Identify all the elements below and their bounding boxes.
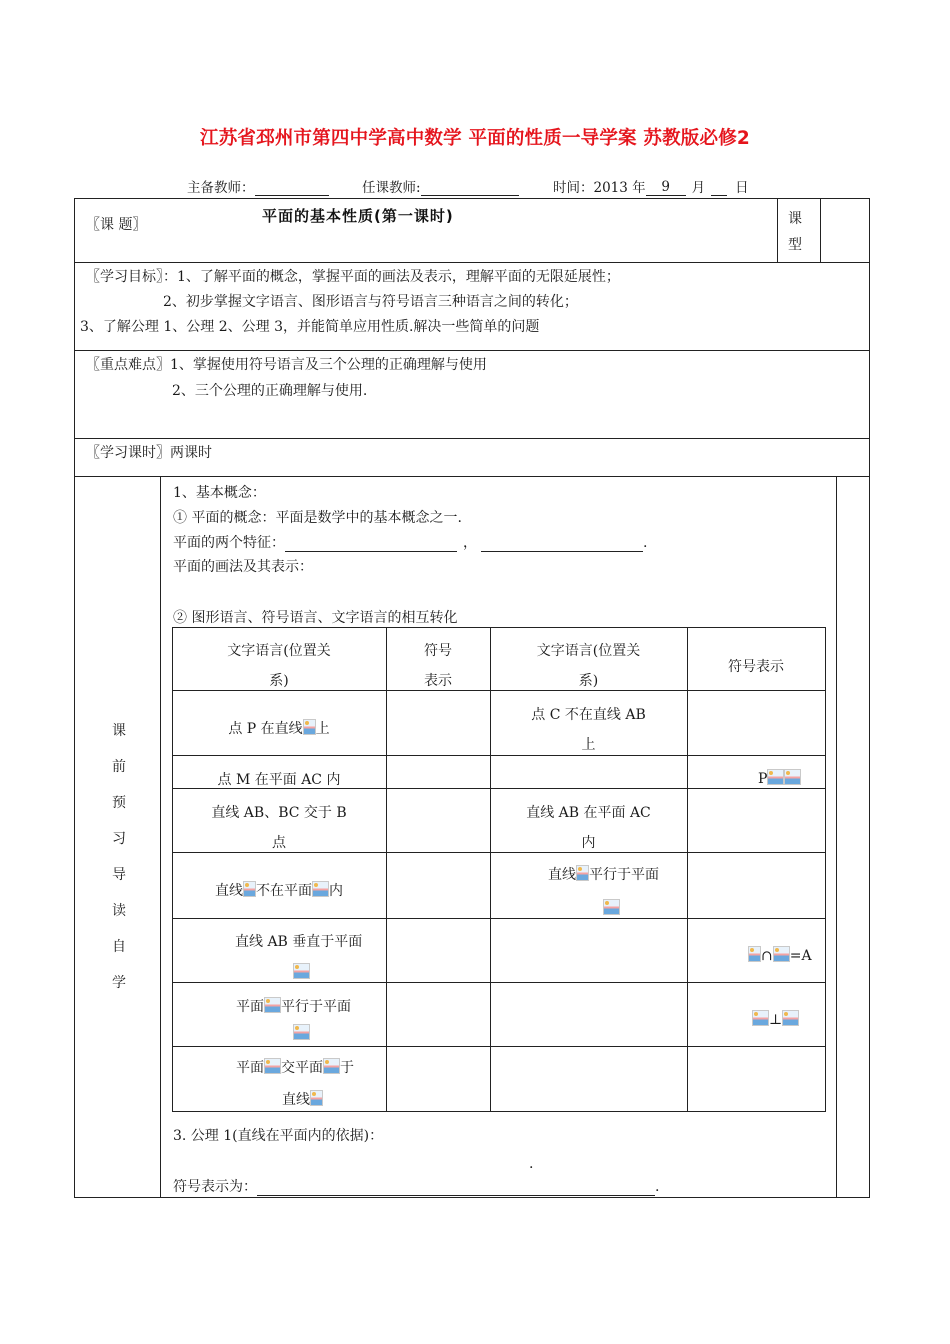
- broken-image-icon: [773, 946, 790, 962]
- col-divider: [160, 476, 161, 1197]
- row-divider: [74, 476, 870, 477]
- meta-teacher: 任课教师:: [362, 176, 519, 196]
- study-hours: 〖学习课时〗两课时: [86, 445, 212, 461]
- cell-planes-intersect: 平面 交平面 于: [236, 1060, 354, 1076]
- cell-perpendicular-symbol: ⊥: [752, 1010, 799, 1029]
- broken-image-icon: [323, 1058, 340, 1074]
- document-title: 江苏省邳州市第四中学高中数学 平面的性质一导学案 苏教版必修2: [200, 128, 750, 149]
- cell-point-m-in-plane: 点 M 在平面 AC 内: [217, 772, 341, 788]
- cell-symbol-p: P: [758, 769, 801, 788]
- table-border-bottom: [74, 1197, 870, 1198]
- broken-image-icon: [293, 1024, 310, 1040]
- inner-table-border: [172, 1111, 826, 1112]
- broken-image-icon: [310, 1090, 323, 1106]
- cell-line-perpendicular-plane-icon: [293, 963, 310, 982]
- axiom-1-symbol-blank[interactable]: [257, 1179, 655, 1196]
- axiom-1-symbol: 符号表示为： .: [173, 1179, 660, 1195]
- plane-concept: ① 平面的概念：平面是数学中的基本概念之一.: [173, 510, 462, 526]
- type-label-2: 型: [788, 237, 802, 253]
- cell-planes-intersect-line: 直线: [282, 1090, 323, 1109]
- cell-line-in-plane: 直线 AB 在平面 AC 内: [526, 805, 651, 851]
- broken-image-icon: [752, 1010, 769, 1026]
- language-conversion-heading: ② 图形语言、符号语言、文字语言的相互转化: [173, 610, 458, 626]
- broken-image-icon: [784, 769, 801, 785]
- row-divider: [74, 262, 870, 263]
- table-border-top: [74, 198, 870, 199]
- inner-col-divider: [687, 627, 688, 1112]
- cell-line-perpendicular-plane: 直线 AB 垂直于平面: [235, 934, 363, 950]
- topic-label: 〖课 题〗: [86, 217, 147, 233]
- broken-image-icon: [576, 865, 589, 881]
- cell-lines-intersect: 直线 AB、BC 交于 B 点: [211, 805, 347, 851]
- broken-image-icon: [293, 963, 310, 979]
- lead-teacher-blank[interactable]: [255, 179, 329, 196]
- feature-blank-1[interactable]: [285, 535, 457, 552]
- teacher-blank[interactable]: [421, 179, 519, 196]
- plane-drawing: 平面的画法及其表示：: [173, 559, 313, 575]
- broken-image-icon: [303, 719, 316, 735]
- meta-time: 时间：2013 年 9 月 日: [553, 179, 749, 196]
- inner-col-divider: [490, 627, 491, 1112]
- goal-line-3: 3、了解公理 1、公理 2、公理 3，并能简单应用性质.解决一些简单的问题: [80, 319, 540, 335]
- inner-table-border: [172, 627, 173, 1112]
- key-point-line-1: 〖重点难点〗1、掌握使用符号语言及三个公理的正确理解与使用: [86, 357, 487, 373]
- cell-point-c-not-on-line: 点 C 不在直线 AB 上: [531, 707, 646, 753]
- header-text-relation-1: 文字语言(位置关 系): [227, 643, 331, 689]
- axiom-1-dot: .: [529, 1156, 534, 1172]
- inner-col-divider: [386, 627, 387, 1112]
- key-point-line-2: 2、三个公理的正确理解与使用.: [172, 383, 368, 399]
- broken-image-icon: [767, 769, 784, 785]
- table-border-left: [74, 198, 75, 1198]
- broken-image-icon: [264, 1058, 281, 1074]
- inner-row-divider: [172, 1046, 826, 1047]
- table-border-right: [869, 198, 870, 1198]
- broken-image-icon: [782, 1010, 799, 1026]
- header-symbol-1: 符号 表示: [424, 643, 452, 689]
- cell-intersection-symbol: ∩ =A: [748, 946, 812, 965]
- cell-plane-parallel-plane-icon: [293, 1024, 310, 1043]
- cell-line-parallel-plane: 直线 平行于平面: [548, 867, 659, 883]
- cell-plane-parallel-plane: 平面 平行于平面: [236, 999, 351, 1015]
- row-divider: [74, 438, 870, 439]
- inner-row-divider: [172, 690, 826, 691]
- lesson-title: 平面的基本性质(第一课时): [262, 207, 454, 225]
- col-divider: [836, 476, 837, 1197]
- month-blank[interactable]: 9: [646, 179, 686, 196]
- broken-image-icon: [312, 881, 329, 897]
- header-text-relation-2: 文字语言(位置关 系): [536, 643, 641, 689]
- goal-line-1: 〖学习目标〗：1、了解平面的概念，掌握平面的画法及表示，理解平面的无限延展性；: [86, 269, 620, 285]
- broken-image-icon: [748, 946, 761, 962]
- inner-row-divider: [172, 852, 826, 853]
- section-basic-concepts: 1、基本概念：: [173, 485, 266, 501]
- feature-blank-2[interactable]: [481, 535, 643, 552]
- meta-lead-teacher: 主备教师：: [187, 176, 329, 196]
- inner-row-divider: [172, 918, 826, 919]
- row-divider: [74, 350, 870, 351]
- goal-line-2: 2、初步掌握文字语言、图形语言与符号语言三种语言之间的转化；: [163, 294, 578, 310]
- broken-image-icon: [243, 881, 256, 897]
- cell-line-not-in-plane: 直线 不在平面 内: [215, 883, 343, 899]
- header-symbol-2: 符号表示: [728, 659, 784, 675]
- cell-line-parallel-plane-icon: [603, 899, 620, 918]
- type-label-1: 课: [788, 211, 802, 227]
- plane-features: 平面的两个特征： ， .: [173, 535, 648, 551]
- broken-image-icon: [603, 899, 620, 915]
- side-label: 课 前 预 习 导 读 自 学: [112, 723, 126, 991]
- axiom-1-heading: 3. 公理 1(直线在平面内的依据)：: [173, 1128, 384, 1144]
- col-divider: [777, 198, 778, 262]
- inner-table-border: [172, 627, 826, 628]
- cell-point-p-on-line: 点 P 在直线 上: [228, 721, 330, 737]
- inner-row-divider: [172, 755, 826, 756]
- day-blank[interactable]: [711, 179, 727, 196]
- inner-row-divider: [172, 982, 826, 983]
- col-divider: [820, 198, 821, 262]
- inner-table-border: [825, 627, 826, 1112]
- broken-image-icon: [264, 997, 281, 1013]
